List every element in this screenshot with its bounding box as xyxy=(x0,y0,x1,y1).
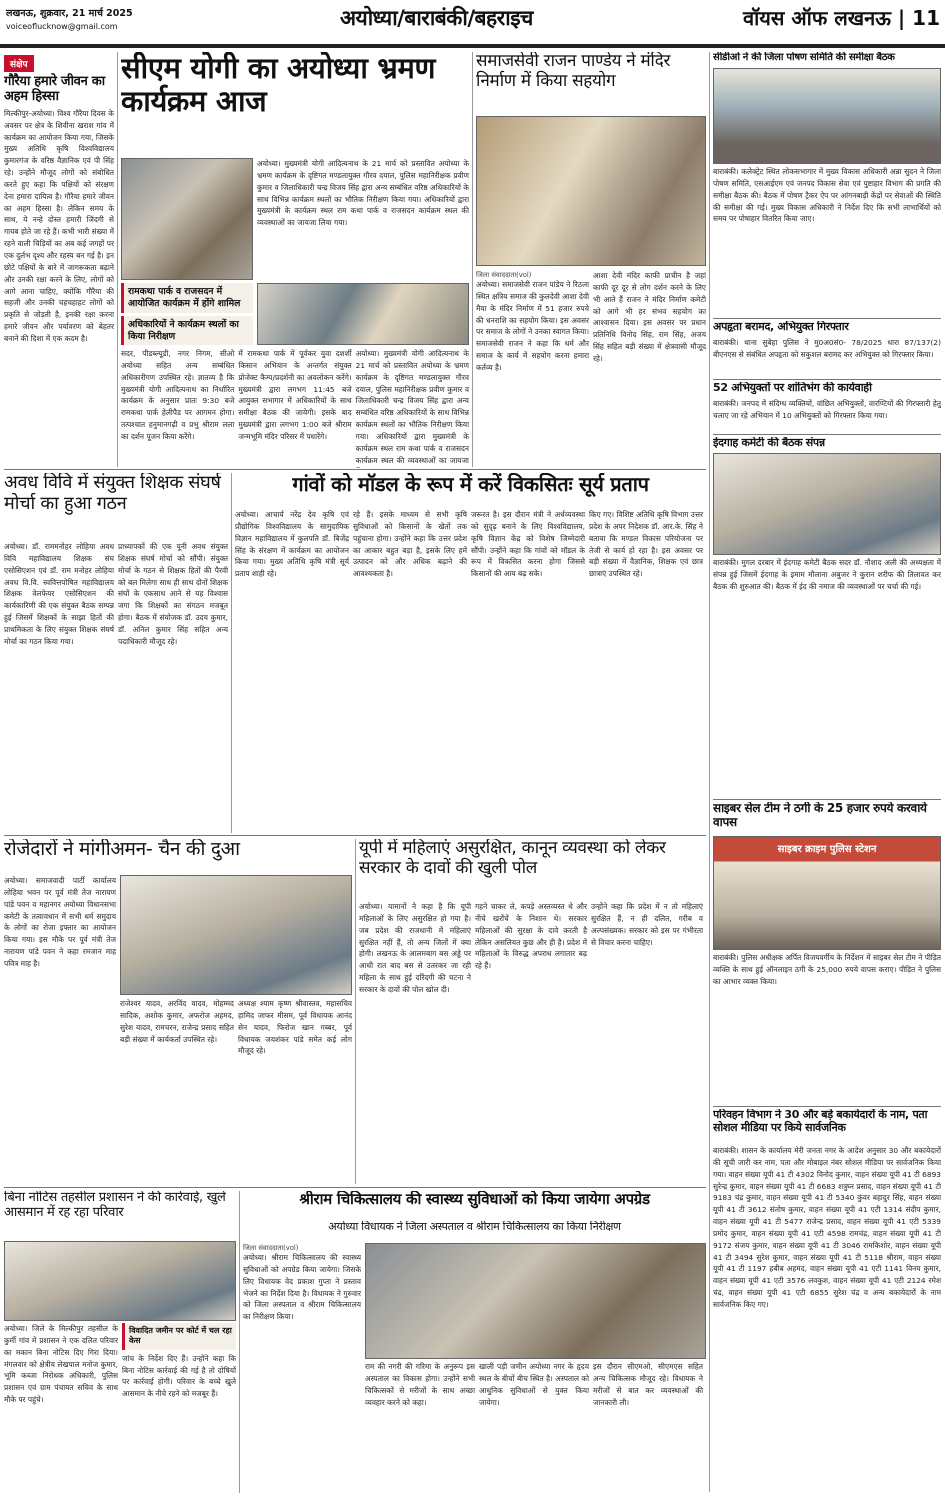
peace-body: बाराबंकी। जनपद में संदिग्ध व्यक्तियों, वांछित अभियुक्तों, वारण्टियों की गिरफ्तारी हेतु चलाए जा रहे अभियान में 10 अभियुक्तों को गिरफ्तार किया गया। xyxy=(713,399,941,420)
section-rule xyxy=(713,318,941,319)
women-body-columns xyxy=(359,901,706,1184)
column-divider xyxy=(472,52,473,467)
avadh-body-columns xyxy=(4,541,228,833)
lead-bullet-2: अधिकारियों ने कार्यक्रम स्थलों का किया निरीक्षण xyxy=(121,316,253,345)
tehsil-bullet: विवादित जमीन पर कोर्ट में चल रहा केस xyxy=(122,1323,236,1350)
section-rule xyxy=(713,1106,941,1107)
edition-date: लखनऊ, शुक्रवार, 21 मार्च 2025 xyxy=(6,8,133,19)
temple-photo xyxy=(476,116,706,266)
arrest-headline-block xyxy=(713,321,941,335)
peace-body-block xyxy=(713,398,941,432)
cyber-headline: साइबर सेल टीम ने ठगी के 25 हजार रुपये करवाये वापस xyxy=(713,802,927,829)
temple-headline: समाजसेवी राजन पाण्डेय ने मंदिर निर्माण में किया सहयोग xyxy=(476,52,671,91)
women-body-3: उन्होंने कहा कि प्रदेश में न तो महिलाएं सुरक्षित हैं, न ही दलित, गरीब व अल्पसंख्यक। सरकार को इस पर गंभीरता से विचार करना चाहिए। xyxy=(591,902,703,947)
sankshep-headline: गौरैया हमारे जीवन का अहम हिस्सा xyxy=(4,74,105,104)
cyber-photo xyxy=(713,836,941,950)
poshan-body: बाराबंकी। कलेक्ट्रेट स्थित लोकसभागार में मुख्य विकास अधिकारी अन्ना सुदन ने जिला पोषण समिति, एसआईएम एवं जनपद विकास सेवा एवं पुष्टाहार विभाग की प्रगति की समीक्षा बैठक की। बैठक में पोषण ट्रैकर ऐप पर आंगनबाड़ी केंद्रों पर सेवाओं की स्थिति की समीक्षा की गई। मुख्य विकास अधिकारी ने निर्देश दिए कि सभी लाभार्थियों को समय पर पोषाहार वितरित किया जाए। xyxy=(713,167,941,224)
avadh-body-2: प्राध्यापकों की एक यूनी अवध संयुक्त शिक्षक संघर्ष मोर्चा को सौंपी। संयुक्त मोर्चा के गठन से शिक्षक हितों की पैरवी को बल मिलेगा साथ ही साथ दोनों शिक्षक संघों के एकसाथ आने से यह विश्वास जगा कि शिक्षकों का संगठन मजबूत होगा। बैठक में संयोजक डॉ. उदय कुमार, डॉ. अनिल कुमार सिंह सहित अन्य पदाधिकारी मौजूद रहे। xyxy=(118,542,228,646)
masthead-title: वॉयस ऑफ लखनऊ | 11 xyxy=(742,6,940,30)
hospital-headline: श्रीराम चिकित्सालय की स्वास्थ्य सुविधाओं को किया जायेगा अपग्रेड xyxy=(299,1191,650,1208)
lead-photo-left xyxy=(121,158,253,280)
arrest-body: बाराबंकी। थाना सुबेहा पुलिस ने मु0अ0सं0- 78/2025 धारा 87/137(2) बीएनएस से संबंधित अपहृता को सकुशल बरामद कर अभियुक्त को गिरफ्तार किया। xyxy=(713,338,941,359)
hospital-subhead: अयोध्या विधायक ने जिला अस्पताल व श्रीराम चिकित्सालय का किया निरीक्षण xyxy=(328,1221,621,1233)
eidgah-body-block xyxy=(713,557,941,797)
lead-body-2: सदर, पीडब्ल्यूडी, नगर निगम, सीओ अयोध्या सहित अन्य सम्बंधित अधिकारीगण उपस्थित रहे। ज्ञातव्य है कि मुख्यमंत्री योगी आदित्यनाथ का निर्धारित कार्यक्रम के अनुसार प्रातः 9:30 बजे रामकथा पार्क हेलीपैड पर आगमन होगा। तत्पश्चात हनुमानगढ़ी व प्रभु श्रीराम लला का दर्शन पूजन किया करेंगे। xyxy=(121,349,235,441)
section-rule xyxy=(4,835,706,836)
sankshep-label: संक्षेप xyxy=(4,55,34,72)
tehsil-body-2: जांच के निर्देश दिए हैं। उन्होंने कहा कि बिना नोटिस कार्रवाई की गई है तो दोषियों पर कार्रवाई होगी। परिवार के बच्चे खुले आसमान के नीचे रहने को मजबूर हैं। xyxy=(122,1353,236,1399)
lead-body-1-cont: अयोध्या। मुख्यमंत्री योगी आदित्यनाथ के 21 मार्च को प्रस्तावित अयोध्या के भ्रमण कार्यक्रम के दृष्टिगत मण्डलायुक्त गौरव दयाल, पुलिस महानिरीक्षक प्रवीण कुमार व जिलाधिकारी चन्द्र विजय सिंह द्वारा अन्य सम्बंधित वरिष्ठ अधिकारियों के साथ विभिन्न कार्यक्रम स्थलों का भौतिक निरीक्षण किया गया। अधिकारियों द्वारा मुख्यमंत्री के कार्यक्रम स्थल राम कथा पार्क व राजसदन कार्यक्रम स्थल की व्यवस्थाओं का जायजा xyxy=(355,349,469,465)
arrest-body-block xyxy=(713,337,941,377)
peace-headline: 52 अभियुक्तों पर शांतिभंग की कार्यवाही xyxy=(713,382,872,394)
roza-headline-block xyxy=(4,839,352,873)
hospital-body-3: खाली पड़ी जमीन अयोध्या नगर के हृदय स्थल के बीचों बीच स्थित है। अस्पताल को आधुनिक सुविधाओं से युक्त किया जायेगा। xyxy=(479,1362,589,1407)
lead-text-top xyxy=(257,158,469,280)
sankshep-body: मिल्कीपुर-अयोध्या। विश्व गौरैया दिवस के अवसर पर क्षेत्र के शिवीना खराश गांव में कार्यक्रम का आयोजन किया गया, जिसके मुख्य अतिथि कृषि विश्वविद्यालय कुमारगंज के वरिष्ठ वैज्ञानिक एवं पी सिंह रहे। उन्होंने मौजूद लोगों को संबोधित करते हुए कहा कि पक्षियों को संरक्षण देना हमारा दायित्व है। गौरैया हमारे जीवन का अहम हिस्सा है। लेकिन समय के साथ, ये नन्हे दोस्त हमारी जिंदगी से गायब होते जा रहे हैं। कभी भारी संख्या में रहने वाली चिड़ियों का अब कई जगहों पर एक दुर्लभ दृश्य और रहस्य बन गई है। इन छोटे पक्षियों के बारे में जागरूकता बढ़ाने और उनकी रक्षा करने के लिए, लोगों को आगे आना चाहिए, क्योंकि गौरैया की सहजी और उनकी चहचहाहट लोगों को प्रकृति से जोड़ती है, इनकी रक्षा करना हमारे जीवन और पर्यावरण को बेहतर बनाने की दिशा में एक कदम है। xyxy=(4,108,114,343)
column-divider xyxy=(231,473,232,833)
section-rule xyxy=(713,799,941,800)
column-divider xyxy=(117,52,118,467)
avadh-body-1: अयोध्या। डॉ. राममनोहर लोहिया अवध विवि महाविद्यालय शिक्षक संघ एसोसिएशन एवं डॉ. राम मनोहर लोहिया अवध वि.वि. स्ववित्तपोषित महाविद्यालय शिक्षक वेलफेयर एसोसिएशन की कार्यकारिणी की एक संयुक्त बैठक सम्पन्न हुई जिसमें शिक्षकों के साझा हितों की प्राथमिकता के लिए संयुक्त शिक्षक संघर्ष मोर्चा का गठन किया गया। xyxy=(4,542,114,646)
section-rule xyxy=(4,469,706,470)
right-column-divider xyxy=(709,52,710,1492)
eidgah-photo xyxy=(713,453,941,555)
avadh-headline-block xyxy=(4,473,228,539)
poshan-headline: सीडीओ ने की जिला पोषण समिति की समीक्षा बैठक xyxy=(713,52,895,63)
arrest-headline: अपहृता बरामद, अभियुक्त गिरफ्तार xyxy=(713,321,849,333)
lead-body-1: अयोध्या। मुख्यमंत्री योगी आदित्यनाथ के 21 मार्च को प्रस्तावित अयोध्या के भ्रमण कार्यक्रम के दृष्टिगत मण्डलायुक्त गौरव दयाल, पुलिस महानिरीक्षक प्रवीण कुमार व जिलाधिकारी चन्द्र विजय सिंह द्वारा अन्य सम्बंधित वरिष्ठ अधिकारियों के साथ विभिन्न कार्यक्रम स्थलों का भौतिक निरीक्षण किया गया। अधिकारियों द्वारा मुख्यमंत्री के कार्यक्रम स्थल राम कथा पार्क व राजसदन कार्यक्रम स्थल की व्यवस्थाओं का जायजा लिया गया। xyxy=(257,159,469,228)
eidgah-headline: ईदगाह कमेटी की बैठक संपन्न xyxy=(713,437,825,449)
column-divider xyxy=(355,839,356,1184)
hospital-body-4: इस दौरान सीएमओ, सीएमएस सहित अन्य चिकित्सक मौजूद रहे। विधायक ने मरीजों से बात कर व्यवस्थाओं की जानकारी ली। xyxy=(593,1362,703,1407)
peace-headline-block xyxy=(713,382,941,396)
roza-body-columns xyxy=(120,998,352,1186)
eidgah-headline-block xyxy=(713,437,941,451)
tehsil-headline: बिना नोटिस तहसील प्रशासन ने की कार्रवाई, खुले आसमान में रह रहा परिवार xyxy=(4,1191,226,1220)
women-headline-block xyxy=(359,839,706,899)
hospital-headline-block xyxy=(243,1191,706,1219)
model-village-headline: गांवों को मॉडल के रूप में करें विकसितः सूर्य प्रताप xyxy=(292,473,649,496)
sankshep-column xyxy=(4,52,114,470)
lead-bullets xyxy=(121,283,253,345)
model-village-body-4: किए गए। विशिष्ट अतिथि कृषि विभाग उत्तर प्रदेश के अपर निदेशक डॉ. आर.के. सिंह ने बताया कि मण्डल विकास परियोजना पर तेजी से कार्य हो रहा है। इस अवसर पर बड़ी संख्या में वैज्ञानिक, शिक्षक एवं छात्र छात्राएं उपस्थित रहे। xyxy=(589,510,703,579)
roza-body-2: राजेश्वर यादव, अरविंद यादव, मोहम्मद सादिक, अशोक कुमार, अफरोज अहमद, सुरेश यादव, रामचरन, राजेन्द्र प्रसाद सहित बड़ी संख्या में कार्यकर्ता उपस्थित रहे। xyxy=(120,999,234,1044)
transport-body: बाराबंकी। शासन के कार्यालय मेरी जनता नगर के आदेश अनुसार 30 और बकायेदारों की सूची जारी कर नाम, पता और मोबाइल नंबर सोशल मीडिया पर सार्वजनिक किया गया। वाहन संख्या यूपी 41 टी 4302 विनोद कुमार, वाहन संख्या यूपी 41 टी 6893 सुरेन्द्र कुमार, वाहन संख्या यूपी 41 टी 6683 शत्रुघ्न प्रसाद, वाहन संख्या यूपी 41 टी 9183 चंद्र कुमार, वाहन संख्या यूपी 41 टी 5340 कुंवर बहादुर सिंह, वाहन संख्या यूपी 41 टी 3612 संतोष कुमार, वाहन संख्या यूपी 41 एटी 1314 संदीप कुमार, वाहन संख्या यूपी 41 टी 5477 राजेन्द्र प्रसाद, वाहन संख्या यूपी 41 एटी 5339 प्रमोद कुमार, वाहन संख्या यूपी 41 एटी 4598 रामचंद्र, वाहन संख्या यूपी 41 टी 9172 संजय कुमार, वाहन संख्या यूपी 41 टी 3046 रामकिशोर, वाहन संख्या यूपी 41 टी 3494 सुरेश कुमार, वाहन संख्या यूपी 41 टी 5118 श्रीराम, वाहन संख्या यूपी 41 टी 1197 हबीब अहमद, वाहन संख्या यूपी 41 एटी 1141 विनय कुमार, वाहन संख्या यूपी 41 एटी 3576 लवकुश, वाहन संख्या यूपी 41 एटी 2124 रमेश चंद्र, वाहन संख्या यूपी 41 एटी 6855 सुरेश चंद्र व अन्य बकायेदारों के नाम सार्वजनिक किए गए। xyxy=(713,1146,941,1309)
temple-body-1: अयोध्या। समाजसेवी राजन पांडेय ने रिठला स्थित क्षत्रिय समाज की कुलदेवी आशा देवी मैया के मंदिर निर्माण में 51 हजार रुपये की धनराशि का सहयोग किया। इस अवसर पर समाज के लोगों ने उनका स्वागत किया। समाजसेवी राजन ने कहा कि धर्म और समाज के कार्य में सहयोग करना हमारा कर्तव्य है। xyxy=(476,280,589,372)
model-village-headline-block xyxy=(235,473,706,507)
roza-body-1: अयोध्या। समाजवादी पार्टी कार्यालय लोहिया भवन पर पूर्व मंत्री तेज नारायण पांडे पवन व महानगर अयोध्या विधानसभा कमेटी के तत्वावधान में सभी धर्म समुदाय के लोगों का रोजा इफ्तार का आयोजन किया गया। इस मौके पर पूर्व मंत्री तेज नारायण पांडे पवन ने कहा रमजान माह पवित्र माह है। xyxy=(4,876,116,968)
roza-body-left xyxy=(4,875,116,1185)
temple-body-columns xyxy=(476,270,706,467)
tehsil-body-1: अयोध्या। जिले के मिल्कीपुर तहसील के कुर्मी गांव में प्रशासन ने एक दलित परिवार का मकान बिना नोटिस दिए गिरा दिया। मंगलवार को क्षेत्रीय लेखपाल मनोज कुमार, भूमि कब्जा निरोधक अधिकारी, पुलिस प्रशासन एवं ग्राम पंचायत सचिव के साथ मौके पर पहुंचे। xyxy=(4,1324,118,1405)
header-rule xyxy=(0,44,945,46)
temple-body-2: आशा देवी मंदिर काफी प्राचीन है जहां काफी दूर दूर से लोग दर्शन करने के लिए भी आते हैं राजन ने मंदिर निर्माण कमेटी को आगे भी हर संभव सहयोग का आश्वासन दिया। इस अवसर पर प्रधान प्रतिनिधि विनोद सिंह, राम सिंह, अजय सिंह सहित बड़ी संख्या में क्षेत्रवासी मौजूद रहे। xyxy=(593,271,706,363)
section-rule xyxy=(4,1187,706,1188)
temple-headline-block xyxy=(476,52,706,114)
lead-body-columns xyxy=(121,348,469,468)
poshan-headline-block xyxy=(713,52,941,66)
lead-photo-main xyxy=(257,283,469,345)
transport-headline-block xyxy=(713,1109,941,1143)
roza-body-3: अध्यक्ष श्याम कृष्ण श्रीवास्तव, महासचिव हामिद जाफर मीसम, पूर्व विधायक आनंद सेन यादव, फिरोज खान गब्बर, पूर्व विधायक जयशंकर पांडे समेत कई लोग मौजूद रहे। xyxy=(238,999,352,1056)
tehsil-body-columns xyxy=(4,1323,236,1493)
hospital-body-left xyxy=(243,1243,361,1493)
model-village-body-3: जरूरत है। इस दौरान मंत्री ने अर्धव्यवस्था को सुदृढ़ बनाने के लिए विश्वविद्यालय, कृषि विज्ञान केंद्र को विशेष जिम्मेदारी सौंपी। उन्होंने कहा कि गांवों को मॉडल के रूप में विकसित करना होगा जिससे किसानों की आय बढ़ सके। xyxy=(471,510,585,579)
section-title: अयोध्या/बाराबंकी/बहराइच xyxy=(340,6,533,30)
hospital-body-columns xyxy=(365,1361,706,1493)
model-village-body-2: रहे हैं। इसके माध्यम से सभी कृषि सुविधाओं को किसानों के खेतों तक पहुंचाना होगा। उन्होंने कहा कि उत्तर प्रदेश का आकार बहुत बड़ा है, इसके लिए हमें उत्पादन को और अधिक बढ़ाने की आवश्यकता है। xyxy=(353,510,467,579)
lead-headline: सीएम योगी का अयोध्या भ्रमण कार्यक्रम आज xyxy=(121,52,436,119)
roza-photo xyxy=(120,875,352,995)
column-divider xyxy=(239,1191,240,1493)
edition-email: voiceoflucknow@gmail.com xyxy=(6,22,118,31)
page-header xyxy=(0,0,945,48)
hospital-body-1: अयोध्या। श्रीराम चिकित्सालय की स्वास्थ्य सुविधाओं को अपग्रेड किया जायेगा। जिसके लिए विधायक वेद प्रकाश गुप्ता ने प्रस्ताव भेजने का निर्देश दिया है। विधायक ने गुरुवार को जिला अस्पताल व श्रीराम चिकित्सालय का निरीक्षण किया। xyxy=(243,1253,361,1322)
section-rule xyxy=(713,434,941,435)
tehsil-photo xyxy=(4,1241,236,1321)
eidgah-body: बाराबंकी। मुगल दरबार में ईदगाह कमेटी बैठक सदर डॉ. नौशाद अली की अध्यक्षता में संपन्न हुई जिसमें ईदगाह के इमाम मौलाना अबुजर ने कुरान शरीफ की तिलावत कर बैठक की शुरुआत की। बैठक में ईद की नमाज की व्यवस्थाओं पर चर्चा की गई। xyxy=(713,558,941,591)
cyber-sign-text: साइबर क्राइम पुलिस स्टेशन xyxy=(777,844,877,855)
poshan-photo xyxy=(713,68,941,164)
cyber-headline-block xyxy=(713,802,941,834)
hospital-body-2: राम की नगरी की गरिमा के अनुरूप इस अस्पताल का विकास होगा। उन्होंने सभी चिकित्सकों से मरीजों के साथ अच्छा व्यवहार करने को कहा। xyxy=(365,1362,475,1407)
women-body-1: अयोध्या। यामानों ने कहा है कि यूपी महिलाओं के लिए असुरक्षित हो गया है। जब प्रदेश की राजधानी में महिलाएं सुरक्षित नहीं हैं, तो अन्य जिलों में क्या होगी। लखनऊ के आलमबाग बस अड्डे पर आधी रात बाद बस से उतरकर जा रही महिला के साथ हुई दरिंदगी की घटना ने सरकार के दावों की पोल खोल दी। xyxy=(359,902,471,994)
poshan-body-block xyxy=(713,166,941,316)
model-village-body xyxy=(235,509,706,833)
section-rule xyxy=(713,379,941,380)
lead-bullet-1: रामकथा पार्क व राजसदन में आयोजित कार्यक्रम में होंगे शामिल xyxy=(121,283,253,313)
hospital-subhead-block xyxy=(243,1221,706,1241)
transport-body-block xyxy=(713,1145,941,1493)
cyber-body-block xyxy=(713,952,941,1104)
lead-headline-block xyxy=(121,52,469,156)
hospital-byline: जिला संवाददाता(vol) xyxy=(243,1244,299,1252)
cyber-body: बाराबंकी। पुलिस अधीक्षक अर्पित विजयवर्गीय के निर्देशन में साइबर सेल टीम ने पीड़ित व्यक्ति के साथ हुई ऑनलाइन ठगी के 25,000 रुपये वापस कराए। पीड़ित ने पुलिस का आभार व्यक्त किया। xyxy=(713,953,941,986)
roza-headline: रोजेदारों ने मांगीअमन- चैन की दुआ xyxy=(4,839,240,860)
transport-headline: परिवहन विभाग ने 30 और बड़े बकायेदारों के नाम, पता सोशल मीडिया पर किये सार्वजनिक xyxy=(713,1109,928,1134)
temple-byline: जिला संवाददाता(vol) xyxy=(476,271,532,279)
hospital-photo xyxy=(365,1243,706,1359)
model-village-body-1: अयोध्या। आचार्य नरेंद्र देव कृषि एवं प्रौद्योगिक विश्वविद्यालय के सामुदायिक विज्ञान महाविद्यालय में कुलपति डॉ. बिजेंद्र सिंह के संरक्षण में कार्यक्रम का आयोजन किया गया। मुख्य अतिथि कृषि मंत्री सूर्य प्रताप शाही रहे। xyxy=(235,510,349,579)
avadh-headline: अवध विवि में संयुक्त शिक्षक संघर्ष मोर्चा का हुआ गठन xyxy=(4,473,221,514)
tehsil-headline-block xyxy=(4,1191,236,1239)
lead-body-3: में रामकथा पार्क में पूर्वकर युवा दशर्शी किसान अभियान के अन्तर्गत संयुक्त प्रोजेक्ट कैम्प/प्रदर्शनी का अवलोकन करेंगे। मुख्यमंत्री द्वारा लगभग 11:45 बजे आयुक्त सभागार में अधिकारियों के साथ समीक्षा बैठक की जायेगी। इसके बाद मुख्यमंत्री द्वारा लगभग 1:00 बजे श्रीराम जन्मभूमि मंदिर परिसर में पधारेंगे। xyxy=(238,349,352,441)
women-body-2: गहने चाकर ले, कपड़े अस्तव्यस्त थे और नीचे खरोंचें के निशान थे। सरकार महिलाओं की सुरक्षा के दावे करती है लेकिन असलियत कुछ और ही है। प्रदेश में महिलाओं के विरुद्ध अपराध लगातार बढ़ रहे हैं। xyxy=(475,902,587,971)
women-headline: यूपी में महिलाएं असुरक्षित, कानून व्यवस्था को लेकर सरकार के दावों की खुली पोल xyxy=(359,839,666,878)
